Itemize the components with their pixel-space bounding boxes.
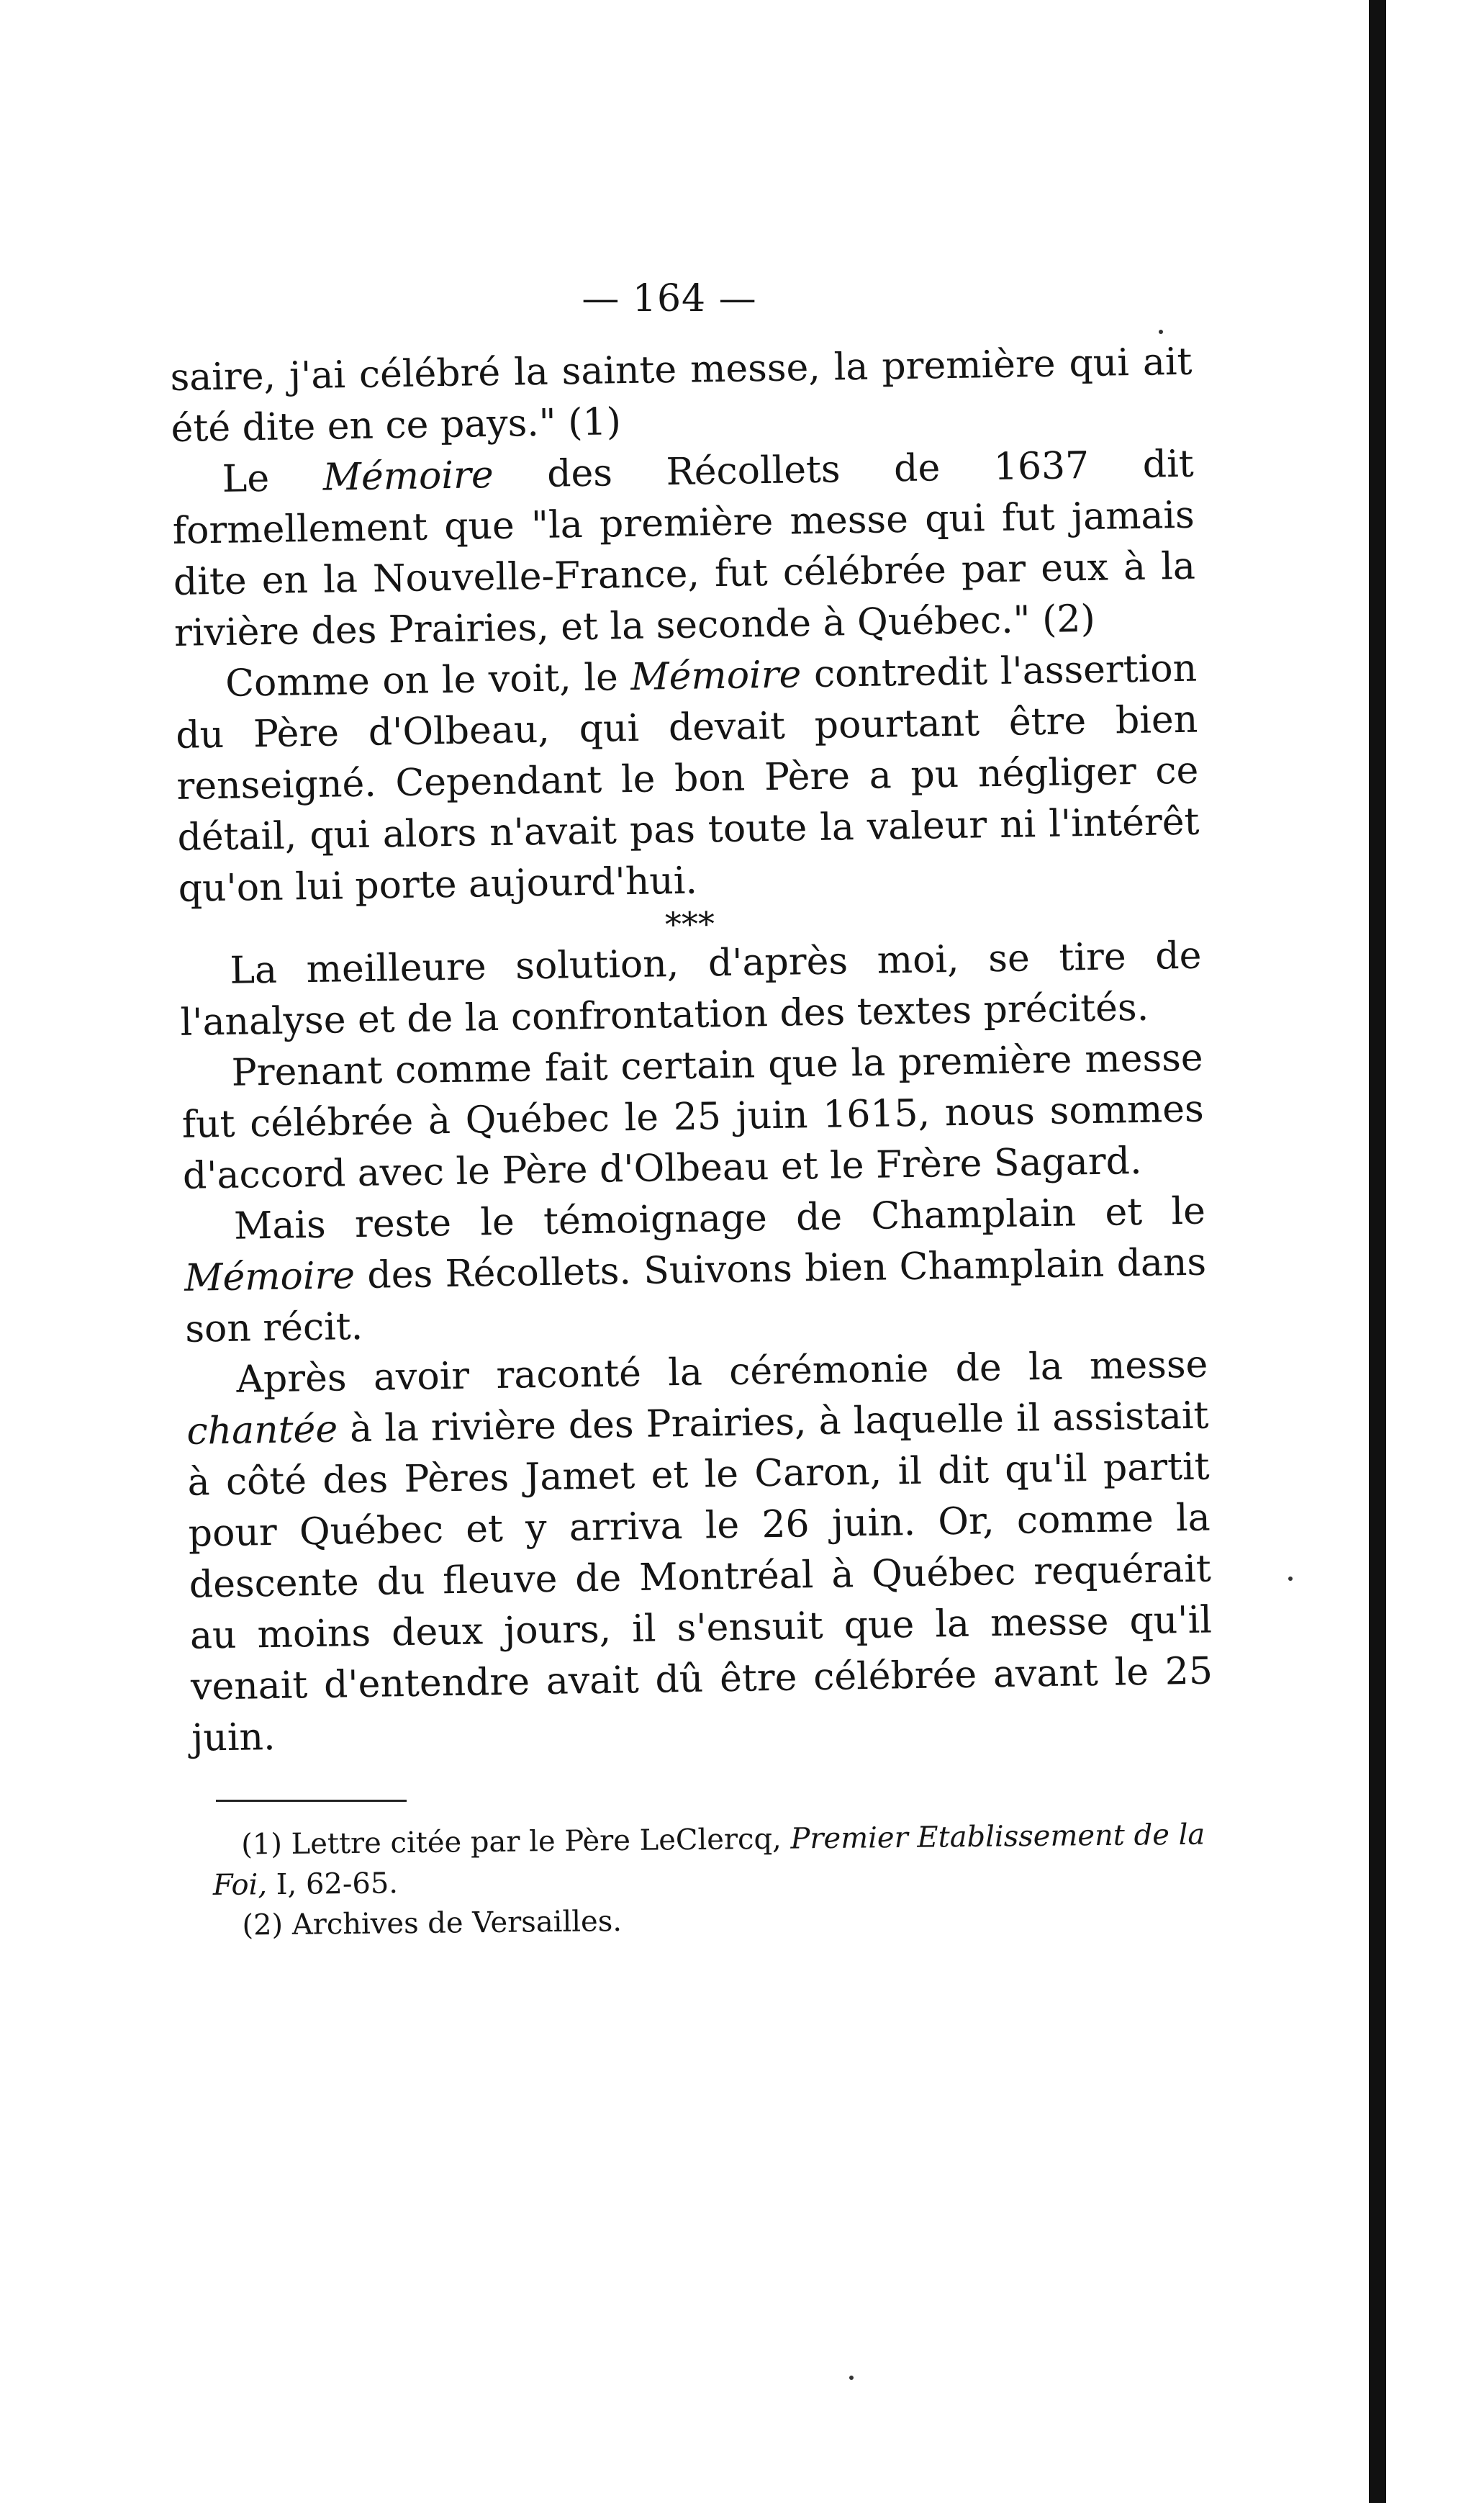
paragraph-mais-reste: Mais reste le témoignage de Champlain et le Mémoire des Récollets. Suivons bien Champlain dans son récit. <box>184 1189 1207 1351</box>
scan-speck <box>849 2376 854 2380</box>
paragraph-apres-avoir: Après avoir raconté la cérémonie de la messe chantée à la rivière des Prairies, à laquelle il assistait à côté des Pères Jamet et le Caron, il dit qu'il partit pour Québec et y arriva le 26 juin. Or, comme la descente du fleuve de Montréal à Québec requérait au moins deux jours, il s'ensuit que la messe qu'il venait d'entendre avait dû être célébrée avant le 25 juin. <box>186 1343 1213 1760</box>
footnote-divider <box>216 1800 407 1802</box>
footnote-2: (2) Archives de Versailles. <box>242 1905 623 1942</box>
footnote-1: (1) Lettre citée par le Père LeClercq, Premier Etablissement de la Foi, I, 62-65. <box>212 1818 1205 1902</box>
body-text <box>170 337 1214 1764</box>
scan-speck <box>1159 330 1163 334</box>
page-number: — 164 — <box>582 277 757 320</box>
scan-speck <box>1288 1577 1293 1581</box>
page-edge-rule <box>1369 0 1386 2503</box>
paragraph-continuation: saire, j'ai célébré la sainte messe, la première qui ait été dite en ce pays." (1) <box>170 340 1193 451</box>
paragraph-comme-on-le-voit: Comme on le voit, le Mémoire contredit l'assertion du Père d'Olbeau, qui devait pourtant être bien renseigné. Cependant le bon Père a pu négliger ce détail, qui alors n'avait pas toute la valeur ni l'intérêt qu'on lui porte aujourd'hui. <box>175 646 1200 911</box>
section-asterism: *** <box>664 904 715 944</box>
paragraph-prenant: Prenant comme fait certain que la première messe fut célébrée à Québec le 25 juin 1615, nous sommes d'accord avec le Père d'Olbeau et le Frère Sagard. <box>181 1036 1205 1198</box>
footnotes <box>212 1815 1207 1946</box>
paragraph-meilleure-solution: La meilleure solution, d'après moi, se tire de l'analyse et de la confrontation des textes précités. <box>180 934 1202 1045</box>
paragraph-memoire-recollets: Le Mémoire des Récollets de 1637 dit formellement que "la première messe qui fut jamais dite en la Nouvelle-France, fut célébrée par eux à la rivière des Prairies, et la seconde à Québec." (2) <box>172 442 1196 655</box>
